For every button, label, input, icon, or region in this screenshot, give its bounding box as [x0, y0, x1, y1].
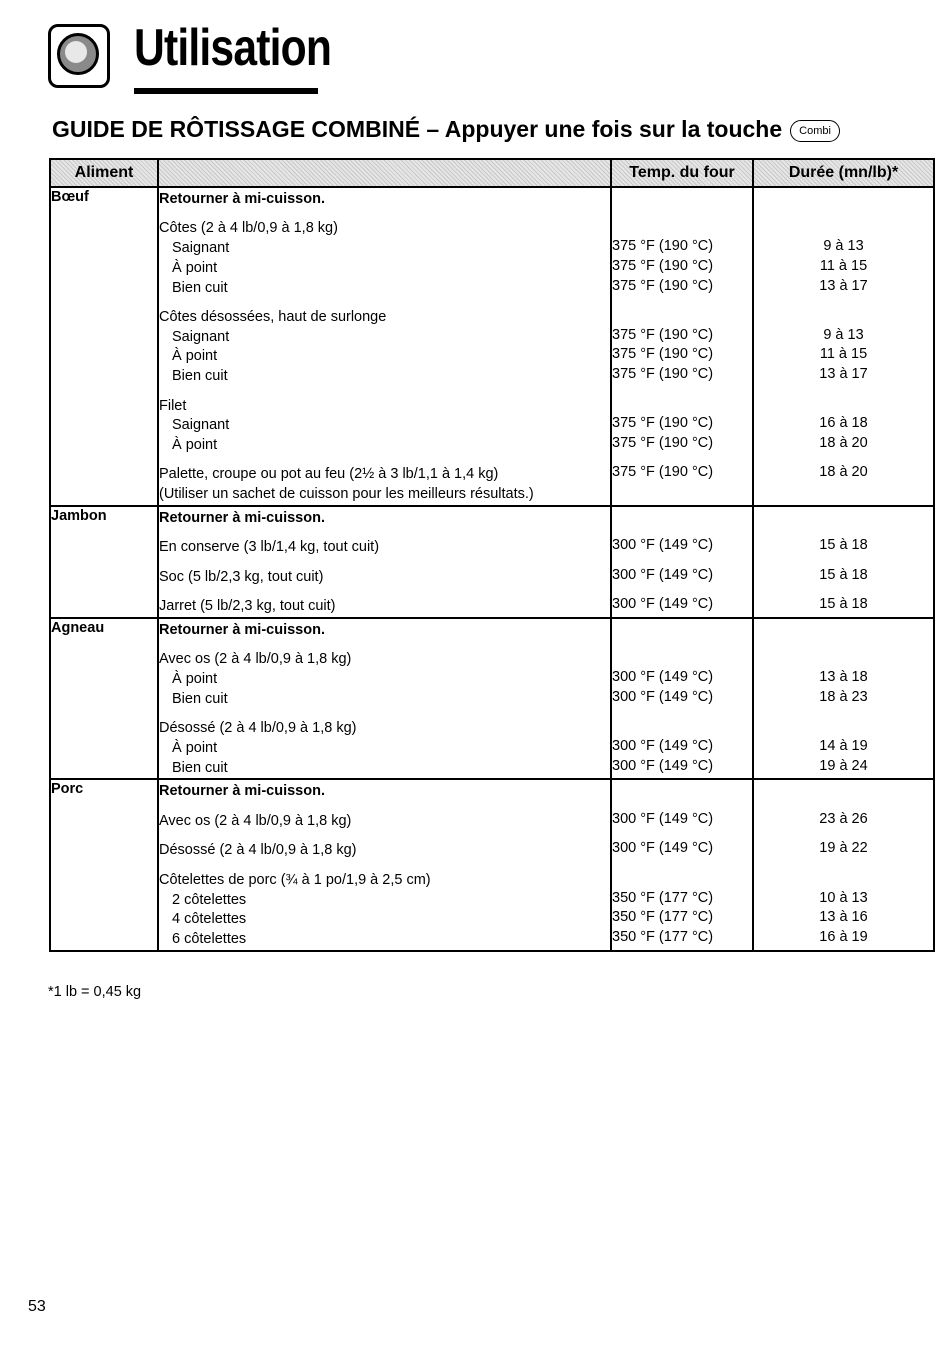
cut-description: Saignant	[172, 328, 230, 345]
footnote: *1 lb = 0,45 kg	[48, 984, 142, 1000]
duration-cell	[753, 506, 934, 618]
oven-temp-cell	[611, 187, 753, 506]
oven-temp	[612, 869, 752, 889]
duration: 14 à 19	[819, 737, 868, 754]
oven-temp	[612, 648, 752, 668]
food-category: Agneau	[50, 618, 158, 779]
duration: 11 à 15	[819, 346, 868, 363]
duration	[754, 869, 933, 889]
duration	[754, 780, 933, 800]
duration: 18 à 20	[819, 434, 868, 451]
oven-temp	[612, 619, 752, 639]
cut-description-cell	[158, 506, 611, 618]
oven-temp	[612, 188, 752, 208]
food-category: Bœuf	[50, 187, 158, 506]
cut-description: Saignant	[172, 417, 230, 434]
duration: 13 à 17	[819, 277, 868, 294]
cut-description-cell	[158, 779, 611, 950]
table-row	[50, 779, 934, 950]
duration: 15 à 18	[819, 537, 868, 554]
oven-temp: 375 °F (190 °C)	[612, 277, 714, 294]
food-category: Porc	[50, 779, 158, 950]
cut-description: À point	[172, 739, 218, 756]
duration: 15 à 18	[819, 596, 868, 613]
duration	[754, 619, 933, 639]
cut-description: À point	[172, 348, 218, 365]
flip-instruction: Retourner à mi-cuisson.	[159, 191, 325, 207]
duration: 16 à 18	[819, 415, 868, 432]
cut-description: 2 côtelettes	[172, 891, 247, 908]
cut-description: En conserve (3 lb/1,4 kg, tout cuit)	[159, 539, 380, 556]
duration	[754, 483, 933, 503]
cut-description: Désossé (2 à 4 lb/0,9 à 1,8 kg)	[159, 720, 357, 737]
cut-description: À point	[172, 436, 218, 453]
cut-description: Soc (5 lb/2,3 kg, tout cuit)	[159, 568, 324, 585]
oven-temp: 375 °F (190 °C)	[612, 326, 714, 343]
oven-temp: 300 °F (149 °C)	[612, 537, 714, 554]
duration-cell	[753, 618, 934, 779]
duration: 10 à 13	[819, 889, 868, 906]
column-header-duration: Durée (mn/lb)*	[753, 159, 934, 187]
cut-description-cell	[158, 187, 611, 506]
duration: 9 à 13	[823, 326, 864, 343]
oven-temp: 300 °F (149 °C)	[612, 757, 714, 774]
cut-description: Côtes (2 à 4 lb/0,9 à 1,8 kg)	[159, 220, 338, 237]
duration-cell	[753, 779, 934, 950]
cut-description: Saignant	[172, 240, 230, 257]
cut-description: Bien cuit	[172, 690, 228, 707]
oven-temp: 300 °F (149 °C)	[612, 566, 714, 583]
oven-temp: 350 °F (177 °C)	[612, 928, 714, 945]
table-row	[50, 187, 934, 506]
combi-key-icon: Combi	[790, 120, 840, 142]
duration: 11 à 15	[819, 257, 868, 274]
cut-description: Filet	[159, 397, 187, 414]
duration: 19 à 22	[819, 840, 868, 857]
oven-temp: 375 °F (190 °C)	[612, 346, 714, 363]
oven-temp: 300 °F (149 °C)	[612, 737, 714, 754]
duration	[754, 395, 933, 415]
duration	[754, 507, 933, 527]
duration: 9 à 13	[823, 238, 864, 255]
oven-temp	[612, 507, 752, 527]
cut-description-cell	[158, 618, 611, 779]
duration	[754, 648, 933, 668]
duration: 13 à 17	[819, 366, 868, 383]
table-header-row	[50, 159, 934, 187]
cut-description: À point	[172, 259, 218, 276]
oven-temp	[612, 395, 752, 415]
oven-temp	[612, 780, 752, 800]
oven-temp: 300 °F (149 °C)	[612, 840, 714, 857]
cut-description: Côtes désossées, haut de surlonge	[159, 309, 387, 326]
cut-description: Palette, croupe ou pot au feu (2½ à 3 lb/1,1 à 1,4 kg)	[159, 466, 499, 483]
section-heading	[52, 116, 840, 143]
cut-description: 4 côtelettes	[172, 911, 247, 928]
flip-instruction: Retourner à mi-cuisson.	[159, 621, 325, 638]
section-heading-text: GUIDE DE RÔTISSAGE COMBINÉ – Appuyer une fois sur la touche	[52, 116, 783, 142]
oven-temp	[612, 306, 752, 326]
duration: 16 à 19	[819, 928, 868, 945]
cut-description: Bien cuit	[172, 368, 228, 385]
duration: 13 à 16	[819, 909, 868, 926]
oven-temp	[612, 217, 752, 237]
cut-description: Jarret (5 lb/2,3 kg, tout cuit)	[159, 598, 336, 615]
oven-temp: 375 °F (190 °C)	[612, 464, 714, 481]
food-category: Jambon	[50, 506, 158, 618]
lightbulb-icon	[48, 24, 110, 88]
duration: 19 à 24	[819, 757, 868, 774]
oven-temp	[612, 717, 752, 737]
flip-instruction: Retourner à mi-cuisson.	[159, 509, 325, 526]
cut-description: Avec os (2 à 4 lb/0,9 à 1,8 kg)	[159, 651, 352, 668]
cut-description: (Utiliser un sachet de cuisson pour les meilleurs résultats.)	[159, 486, 534, 503]
duration: 18 à 20	[819, 464, 868, 481]
cut-description: 6 côtelettes	[172, 930, 247, 947]
duration: 18 à 23	[819, 688, 868, 705]
cut-description: Bien cuit	[172, 279, 228, 296]
duration: 23 à 26	[819, 810, 868, 827]
duration-cell	[753, 187, 934, 506]
cut-description: Désossé (2 à 4 lb/0,9 à 1,8 kg)	[159, 842, 357, 859]
duration	[754, 217, 933, 237]
oven-temp-cell	[611, 618, 753, 779]
cut-description: Bien cuit	[172, 759, 228, 776]
oven-temp	[612, 483, 752, 503]
oven-temp: 350 °F (177 °C)	[612, 909, 714, 926]
column-header-oven-temp: Temp. du four	[611, 159, 753, 187]
table-row	[50, 618, 934, 779]
oven-temp: 300 °F (149 °C)	[612, 596, 714, 613]
oven-temp: 350 °F (177 °C)	[612, 889, 714, 906]
cut-description: Avec os (2 à 4 lb/0,9 à 1,8 kg)	[159, 812, 352, 829]
table-row	[50, 506, 934, 618]
cut-description: À point	[172, 671, 218, 688]
duration	[754, 306, 933, 326]
flip-instruction: Retourner à mi-cuisson.	[159, 783, 325, 800]
oven-temp: 300 °F (149 °C)	[612, 669, 714, 686]
page-title: Utilisation	[134, 19, 332, 77]
duration	[754, 188, 933, 208]
column-header-food: Aliment	[50, 159, 158, 187]
oven-temp: 300 °F (149 °C)	[612, 688, 714, 705]
title-underline	[134, 88, 318, 94]
oven-temp: 375 °F (190 °C)	[612, 238, 714, 255]
duration: 15 à 18	[819, 566, 868, 583]
column-header-description	[158, 159, 611, 187]
oven-temp: 375 °F (190 °C)	[612, 366, 714, 383]
roasting-guide-table	[49, 158, 935, 952]
oven-temp-cell	[611, 779, 753, 950]
oven-temp: 300 °F (149 °C)	[612, 810, 714, 827]
duration: 13 à 18	[819, 669, 868, 686]
oven-temp: 375 °F (190 °C)	[612, 257, 714, 274]
page-number: 53	[28, 1298, 46, 1315]
cut-description: Côtelettes de porc (¾ à 1 po/1,9 à 2,5 cm)	[159, 871, 431, 888]
duration	[754, 717, 933, 737]
oven-temp-cell	[611, 506, 753, 618]
oven-temp: 375 °F (190 °C)	[612, 415, 714, 432]
oven-temp: 375 °F (190 °C)	[612, 434, 714, 451]
